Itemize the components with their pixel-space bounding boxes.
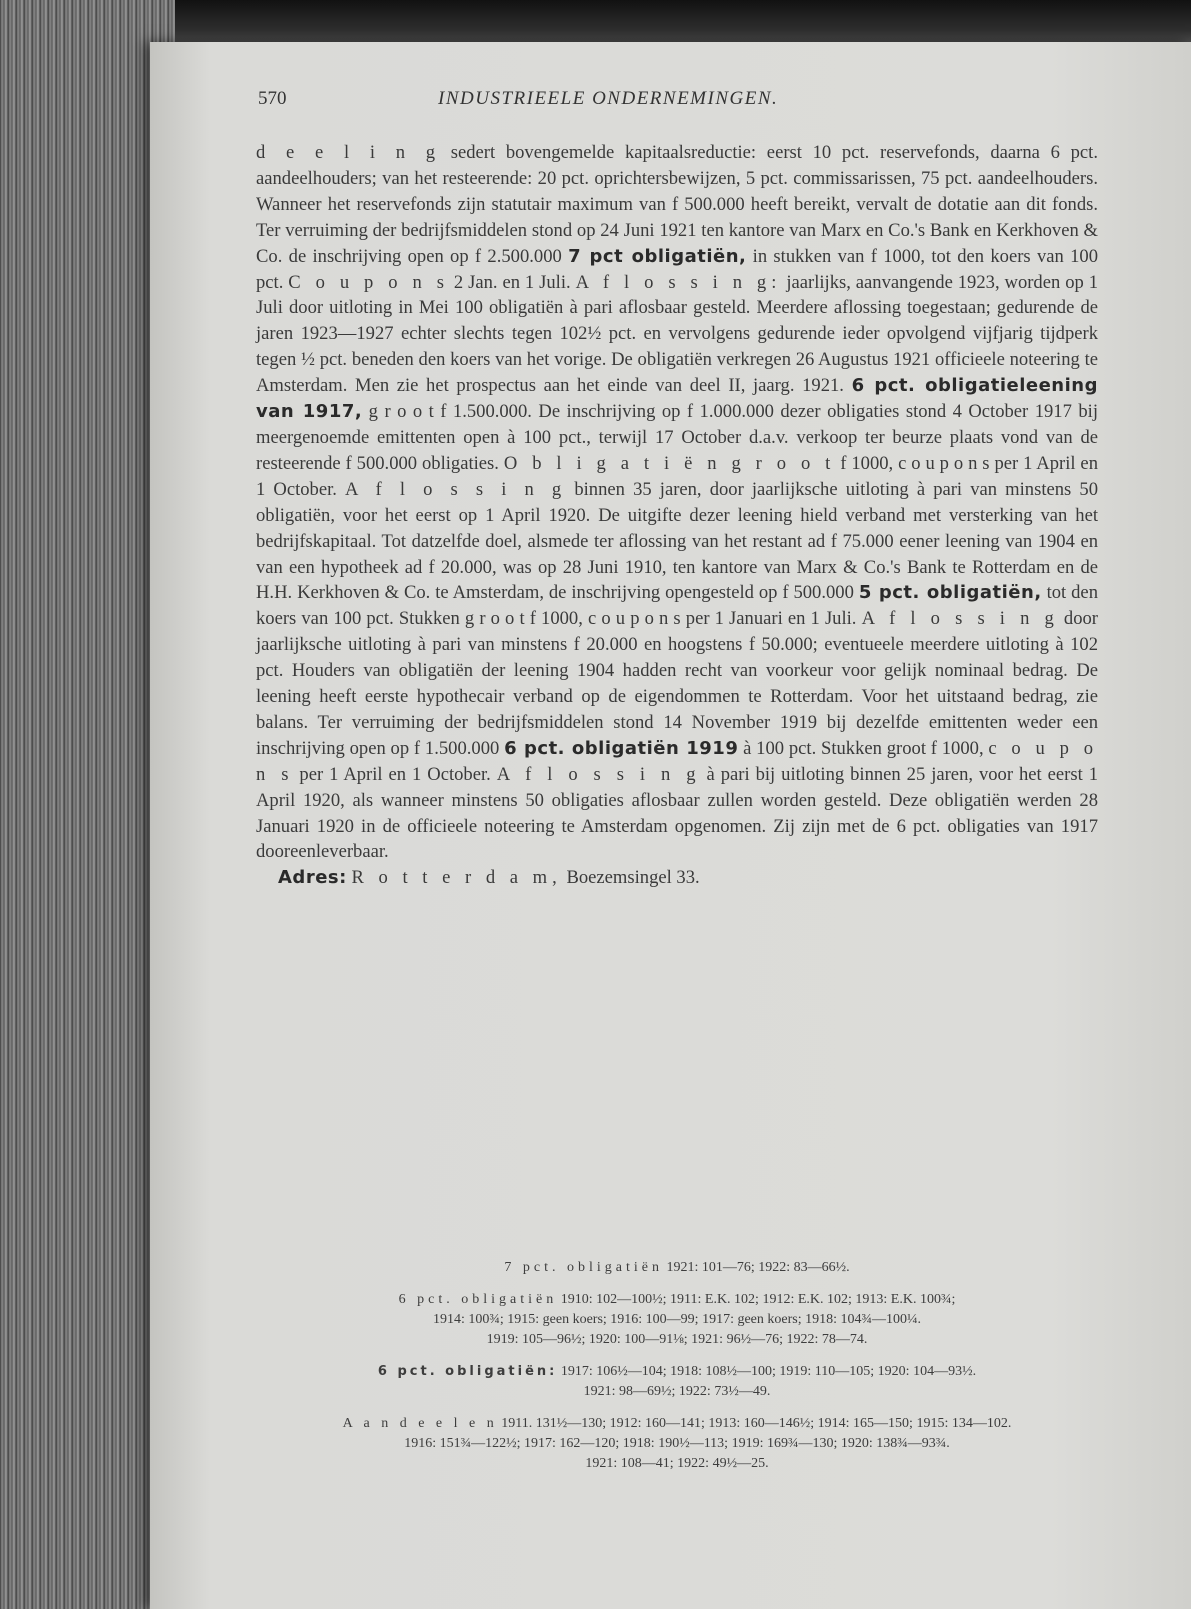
bold-heading: 6 pct. obligatiën 1919 bbox=[504, 737, 739, 759]
spaced-term: C o u p o n s bbox=[288, 271, 449, 293]
quotation-label: 7 pct. obligatiën bbox=[504, 1260, 663, 1275]
running-head: INDUSTRIEELE ONDERNEMINGEN. bbox=[438, 88, 779, 109]
text-run: jaarlijks, aanvangende 1923, worden op 1 Juli door uitloting in Mei 100 obligatiën à pari aflosbaar gesteld. Meerdere aflossing toegestaan; gedurende de jaren 1923—1927 echter slechts tegen 102½ pct. en vervolgens gedurende ieder opvolgend vijfjarig tijdperk tegen ½ pct. beneden den koers van het vorige. De obligatiën verkregen 26 Augustus 1921 officieele noteering te Amsterdam. Men zie het prospectus aan het einde van deel II, jaarg. 1921. bbox=[256, 271, 1099, 397]
address-city: R o t t e r d a m, bbox=[351, 867, 562, 889]
quotation-label: 6 pct. obligatiën bbox=[398, 1292, 558, 1307]
page-number: 570 bbox=[258, 88, 287, 109]
text-run: in stukken van f 1000, tot den koers van 100 pct. bbox=[256, 245, 1098, 293]
bold-heading: 7 pct obligatiën, bbox=[568, 245, 747, 267]
quotation-6pct-1910 bbox=[256, 1290, 1098, 1350]
body-text bbox=[256, 140, 1098, 891]
quotations-block bbox=[256, 1258, 1098, 1486]
text-run: f 1000, c o u p o n s per 1 April en 1 October. bbox=[256, 452, 1098, 500]
quotation-values: 1911. 131½—130; 1912: 160—141; 1913: 160—146½; 1914: 165—150; 1915: 134—102. bbox=[497, 1416, 1012, 1431]
address-street: Boezemsingel 33. bbox=[561, 867, 700, 889]
page-stack-edge bbox=[0, 0, 175, 1609]
spaced-term: A f l o s s i n g bbox=[345, 478, 567, 500]
spaced-term: O b l i g a t i ë n g r o o t bbox=[503, 452, 836, 474]
bold-heading: 5 pct. obligatiën, bbox=[858, 582, 1042, 604]
quotation-values: 1921: 98—69½; 1922: 73½—49. bbox=[583, 1384, 771, 1399]
top-shadow bbox=[0, 0, 1191, 42]
text-run: door jaarlijksche uitloting à pari van minstens f 20.000 en hoogstens f 50.000; eventueele meerdere uitloting à 102 pct. Houders van obligatiën der leening 1904 hadden recht van voorkeur voor gelijk nominaal bedrag. De leening heeft eerste hypothecair verband op de eigendommen te Rotterdam. Voor het uitstaand bedrag, zie balans. Ter verruiming der bedrijfsmiddelen stond 14 November 1919 bij dezelfde emittenten weder een inschrijving open op f 1.500.000 bbox=[256, 608, 1098, 759]
spaced-term: A f l o s s i n g: bbox=[575, 271, 782, 293]
text-run: à 100 pct. Stukken groot f 1000, bbox=[738, 737, 989, 759]
text-run: binnen 35 jaren, door jaarlijksche uitloting à pari van minstens 50 obligatiën, voor het eerst op 1 April 1920. De uitgifte dezer leening hield verband met versterking van het bedrijfskapitaal. Tot datzelfde doel, alsmede ter aflossing van het restant ad f 75.000 eener leening van 1904 en van een hypotheek ad f 20.000, was op 28 Juni 1910, ten kantore van Marx & Co.'s Bank te Rotterdam en de H.H. Kerkhoven & Co. te Amsterdam, de inschrijving opengesteld op f 500.000 bbox=[256, 478, 1098, 604]
spaced-term: A f l o s s i n g bbox=[496, 763, 701, 785]
quotation-values: 1910: 102—100½; 1911: E.K. 102; 1912: E.K. 102; 1913: E.K. 100¾; bbox=[557, 1292, 956, 1307]
quotation-shares bbox=[256, 1414, 1098, 1474]
text-run: g r o o t f 1.500.000. De inschrijving op f 1.000.000 dezer obligaties stond 4 October 1917 bij meergenoemde emittenten open à 100 pct., terwijl 17 October d.a.v. verkoop ter beurze plaats vond van de resteerende f 500.000 obligaties. bbox=[256, 401, 1098, 474]
page-header bbox=[258, 88, 1098, 118]
text-run: à pari bij uitloting binnen 25 jaren, voor het eerst 1 April 1920, als wanneer minstens 50 obligaties aflosbaar zullen worden gesteld. Deze obligatiën werden 28 Januari 1920 in de officieele noteering te Amsterdam opgenomen. Zij zijn met de 6 pct. obligaties van 1917 dooreenleverbaar. bbox=[256, 763, 1098, 863]
text-run: 2 Jan. en 1 Juli. bbox=[448, 271, 576, 293]
quotation-label: 6 pct. obligatiën: bbox=[377, 1364, 558, 1379]
spaced-term: c o u p o n s bbox=[256, 737, 1098, 785]
quotation-values: 1919: 105—96½; 1920: 100—91⅛; 1921: 96½—76; 1922: 78—74. bbox=[486, 1332, 868, 1347]
quotation-7pct bbox=[256, 1258, 1098, 1278]
spaced-term: A f l o s s i n g bbox=[861, 608, 1059, 630]
text-run: sedert bovengemelde kapitaalsreductie: eerst 10 pct. reservefonds, daarna 6 pct. aandeelhouders; van het resteerende: 20 pct. oprichtersbewijzen, 5 pct. commissarissen, 75 pct. aandeelhouders. Wanneer het reservefonds zijn statutair maximum van f 500.000 heeft bereikt, vervalt de dotatie aan dit fonds. Ter verruiming der bedrijfsmiddelen stond op 24 Juni 1921 ten kantore van Marx en Co.'s Bank en Kerkhoven & Co. de inschrijving open op f 2.500.000 bbox=[256, 142, 1098, 267]
quotation-values: 1916: 151¾—122½; 1917: 162—120; 1918: 190½—113; 1919: 169¾—130; 1920: 138¾—93¾. bbox=[404, 1436, 950, 1451]
quotation-6pct-1917 bbox=[256, 1362, 1098, 1402]
text-run: tot den koers van 100 pct. Stukken g r o o t f 1000, c o u p o n s per 1 Januari en 1 Juli. bbox=[256, 582, 1098, 630]
quotation-label: A a n d e e l e n bbox=[342, 1416, 498, 1431]
quotation-values: 1917: 106½—104; 1918: 108½—100; 1919: 110—105; 1920: 104—93½. bbox=[557, 1364, 977, 1379]
quotation-values: 1914: 100¾; 1915: geen koers; 1916: 100—99; 1917: geen koers; 1918: 104¾—100¼. bbox=[432, 1312, 921, 1327]
quotation-values: 1921: 108—41; 1922: 49½—25. bbox=[585, 1456, 769, 1471]
address-line bbox=[256, 865, 1098, 891]
bold-heading: 6 pct. obligatieleening van 1917, bbox=[256, 375, 1098, 423]
spaced-term: d e e l i n g bbox=[256, 142, 441, 163]
quotation-values: 1921: 101—76; 1922: 83—66½. bbox=[662, 1260, 850, 1275]
address-label: Adres: bbox=[278, 867, 347, 889]
text-run: per 1 April en 1 October. bbox=[293, 763, 497, 785]
